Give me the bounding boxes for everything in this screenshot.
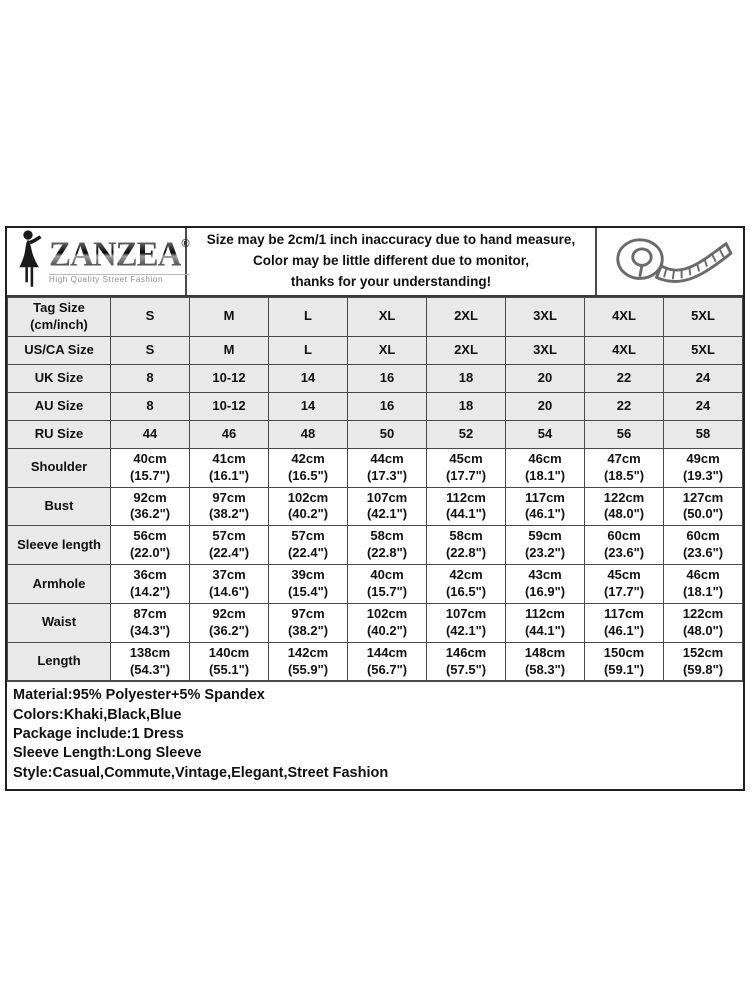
row-label: Length: [8, 642, 111, 681]
size-cell: 20: [506, 364, 585, 392]
size-cell: 102cm (40.2"): [269, 487, 348, 526]
size-cell: 45cm (17.7"): [585, 565, 664, 604]
notice-line: Size may be 2cm/1 inch inaccuracy due to hand measure,: [206, 232, 576, 248]
tape-measure-icon: [597, 228, 743, 295]
size-cell: 57cm (22.4"): [190, 526, 269, 565]
size-cell: 56cm (22.0"): [111, 526, 190, 565]
size-cell: S: [111, 336, 190, 364]
table-row: [8, 392, 743, 420]
size-cell: 45cm (17.7"): [427, 448, 506, 487]
size-cell: XL: [348, 336, 427, 364]
note-line: Sleeve Length:Long Sleeve: [13, 745, 202, 762]
size-cell: 60cm (23.6"): [664, 526, 743, 565]
size-cell: 8: [111, 392, 190, 420]
table-row: [8, 565, 743, 604]
size-cell: L: [269, 336, 348, 364]
brand-text-block: [49, 236, 190, 284]
table-row: [8, 448, 743, 487]
brand-tagline: High Quality Street Fashion: [49, 274, 190, 284]
size-cell: 58cm (22.8"): [348, 526, 427, 565]
size-cell: 18: [427, 392, 506, 420]
size-cell: 14: [269, 392, 348, 420]
size-cell: 44: [111, 420, 190, 448]
size-cell: 117cm (46.1"): [506, 487, 585, 526]
registered-trademark: ®: [181, 238, 190, 250]
measure-notice: [187, 228, 597, 295]
table-row: [8, 336, 743, 364]
brand-logo: [7, 228, 190, 295]
size-cell: 42cm (16.5"): [269, 448, 348, 487]
size-table-body: [8, 298, 743, 681]
size-cell: 41cm (16.1"): [190, 448, 269, 487]
row-label: Armhole: [8, 565, 111, 604]
size-cell: 58: [664, 420, 743, 448]
row-label: Sleeve length: [8, 526, 111, 565]
size-cell: 2XL: [427, 336, 506, 364]
size-cell: 50: [348, 420, 427, 448]
size-cell: 117cm (46.1"): [585, 603, 664, 642]
size-cell: 107cm (42.1"): [348, 487, 427, 526]
header-strip: [7, 228, 743, 297]
size-table: [7, 297, 743, 681]
table-row: [8, 487, 743, 526]
size-cell: 16: [348, 392, 427, 420]
size-cell: 48: [269, 420, 348, 448]
row-label: Shoulder: [8, 448, 111, 487]
note-line: Package include:1 Dress: [13, 726, 184, 743]
table-row: [8, 364, 743, 392]
size-cell: 112cm (44.1"): [506, 603, 585, 642]
row-label: UK Size: [8, 364, 111, 392]
size-cell: 16: [348, 364, 427, 392]
size-cell: 18: [427, 364, 506, 392]
size-cell: S: [111, 298, 190, 337]
size-cell: 5XL: [664, 336, 743, 364]
size-cell: 97cm (38.2"): [269, 603, 348, 642]
row-label: RU Size: [8, 420, 111, 448]
size-cell: 36cm (14.2"): [111, 565, 190, 604]
size-cell: 87cm (34.3"): [111, 603, 190, 642]
size-cell: 10-12: [190, 392, 269, 420]
size-cell: 22: [585, 364, 664, 392]
size-cell: 8: [111, 364, 190, 392]
size-cell: 49cm (19.3"): [664, 448, 743, 487]
size-cell: 122cm (48.0"): [664, 603, 743, 642]
table-row: [8, 642, 743, 681]
size-cell: 112cm (44.1"): [427, 487, 506, 526]
size-cell: 127cm (50.0"): [664, 487, 743, 526]
size-cell: 57cm (22.4"): [269, 526, 348, 565]
size-cell: 107cm (42.1"): [427, 603, 506, 642]
size-cell: 142cm (55.9"): [269, 642, 348, 681]
row-label: Waist: [8, 603, 111, 642]
size-cell: 140cm (55.1"): [190, 642, 269, 681]
product-notes: [7, 681, 743, 788]
size-cell: 24: [664, 364, 743, 392]
size-cell: 122cm (48.0"): [585, 487, 664, 526]
size-cell: 22: [585, 392, 664, 420]
note-line: Style:Casual,Commute,Vintage,Elegant,Street Fashion: [13, 764, 389, 781]
size-cell: 148cm (58.3"): [506, 642, 585, 681]
notice-line: Color may be little different due to monitor,: [252, 253, 530, 269]
size-cell: 56: [585, 420, 664, 448]
size-cell: 4XL: [585, 336, 664, 364]
size-cell: 42cm (16.5"): [427, 565, 506, 604]
size-cell: 47cm (18.5"): [585, 448, 664, 487]
size-cell: 24: [664, 392, 743, 420]
notice-line: thanks for your understanding!: [290, 273, 492, 289]
size-cell: 58cm (22.8"): [427, 526, 506, 565]
size-cell: 20: [506, 392, 585, 420]
size-cell: 46: [190, 420, 269, 448]
size-cell: 152cm (59.8"): [664, 642, 743, 681]
size-cell: 54: [506, 420, 585, 448]
table-row: [8, 603, 743, 642]
size-cell: 14: [269, 364, 348, 392]
size-cell: 150cm (59.1"): [585, 642, 664, 681]
woman-silhouette-icon: [15, 229, 47, 294]
size-cell: 5XL: [664, 298, 743, 337]
size-cell: 97cm (38.2"): [190, 487, 269, 526]
note-line: Colors:Khaki,Black,Blue: [13, 706, 182, 723]
size-cell: 144cm (56.7"): [348, 642, 427, 681]
size-cell: 46cm (18.1"): [664, 565, 743, 604]
size-cell: 146cm (57.5"): [427, 642, 506, 681]
size-cell: L: [269, 298, 348, 337]
row-label: Tag Size (cm/inch): [8, 298, 111, 337]
size-cell: 40cm (15.7"): [348, 565, 427, 604]
size-cell: 43cm (16.9"): [506, 565, 585, 604]
brand-name: ZANZEA: [49, 236, 181, 274]
row-label: Bust: [8, 487, 111, 526]
size-cell: 3XL: [506, 298, 585, 337]
size-cell: 92cm (36.2"): [190, 603, 269, 642]
size-cell: 46cm (18.1"): [506, 448, 585, 487]
size-cell: 40cm (15.7"): [111, 448, 190, 487]
size-cell: 37cm (14.6"): [190, 565, 269, 604]
table-row: [8, 420, 743, 448]
size-cell: 60cm (23.6"): [585, 526, 664, 565]
table-row: [8, 298, 743, 337]
size-cell: 3XL: [506, 336, 585, 364]
size-cell: 10-12: [190, 364, 269, 392]
size-cell: 4XL: [585, 298, 664, 337]
size-cell: 138cm (54.3"): [111, 642, 190, 681]
note-line: Material:95% Polyester+5% Spandex: [13, 687, 265, 704]
row-label: AU Size: [8, 392, 111, 420]
size-cell: 2XL: [427, 298, 506, 337]
size-cell: 44cm (17.3"): [348, 448, 427, 487]
size-cell: 92cm (36.2"): [111, 487, 190, 526]
row-label: US/CA Size: [8, 336, 111, 364]
size-cell: XL: [348, 298, 427, 337]
size-cell: 39cm (15.4"): [269, 565, 348, 604]
size-cell: 59cm (23.2"): [506, 526, 585, 565]
size-cell: 102cm (40.2"): [348, 603, 427, 642]
size-chart-sheet: [5, 226, 745, 791]
size-cell: M: [190, 298, 269, 337]
size-cell: M: [190, 336, 269, 364]
table-row: [8, 526, 743, 565]
size-cell: 52: [427, 420, 506, 448]
